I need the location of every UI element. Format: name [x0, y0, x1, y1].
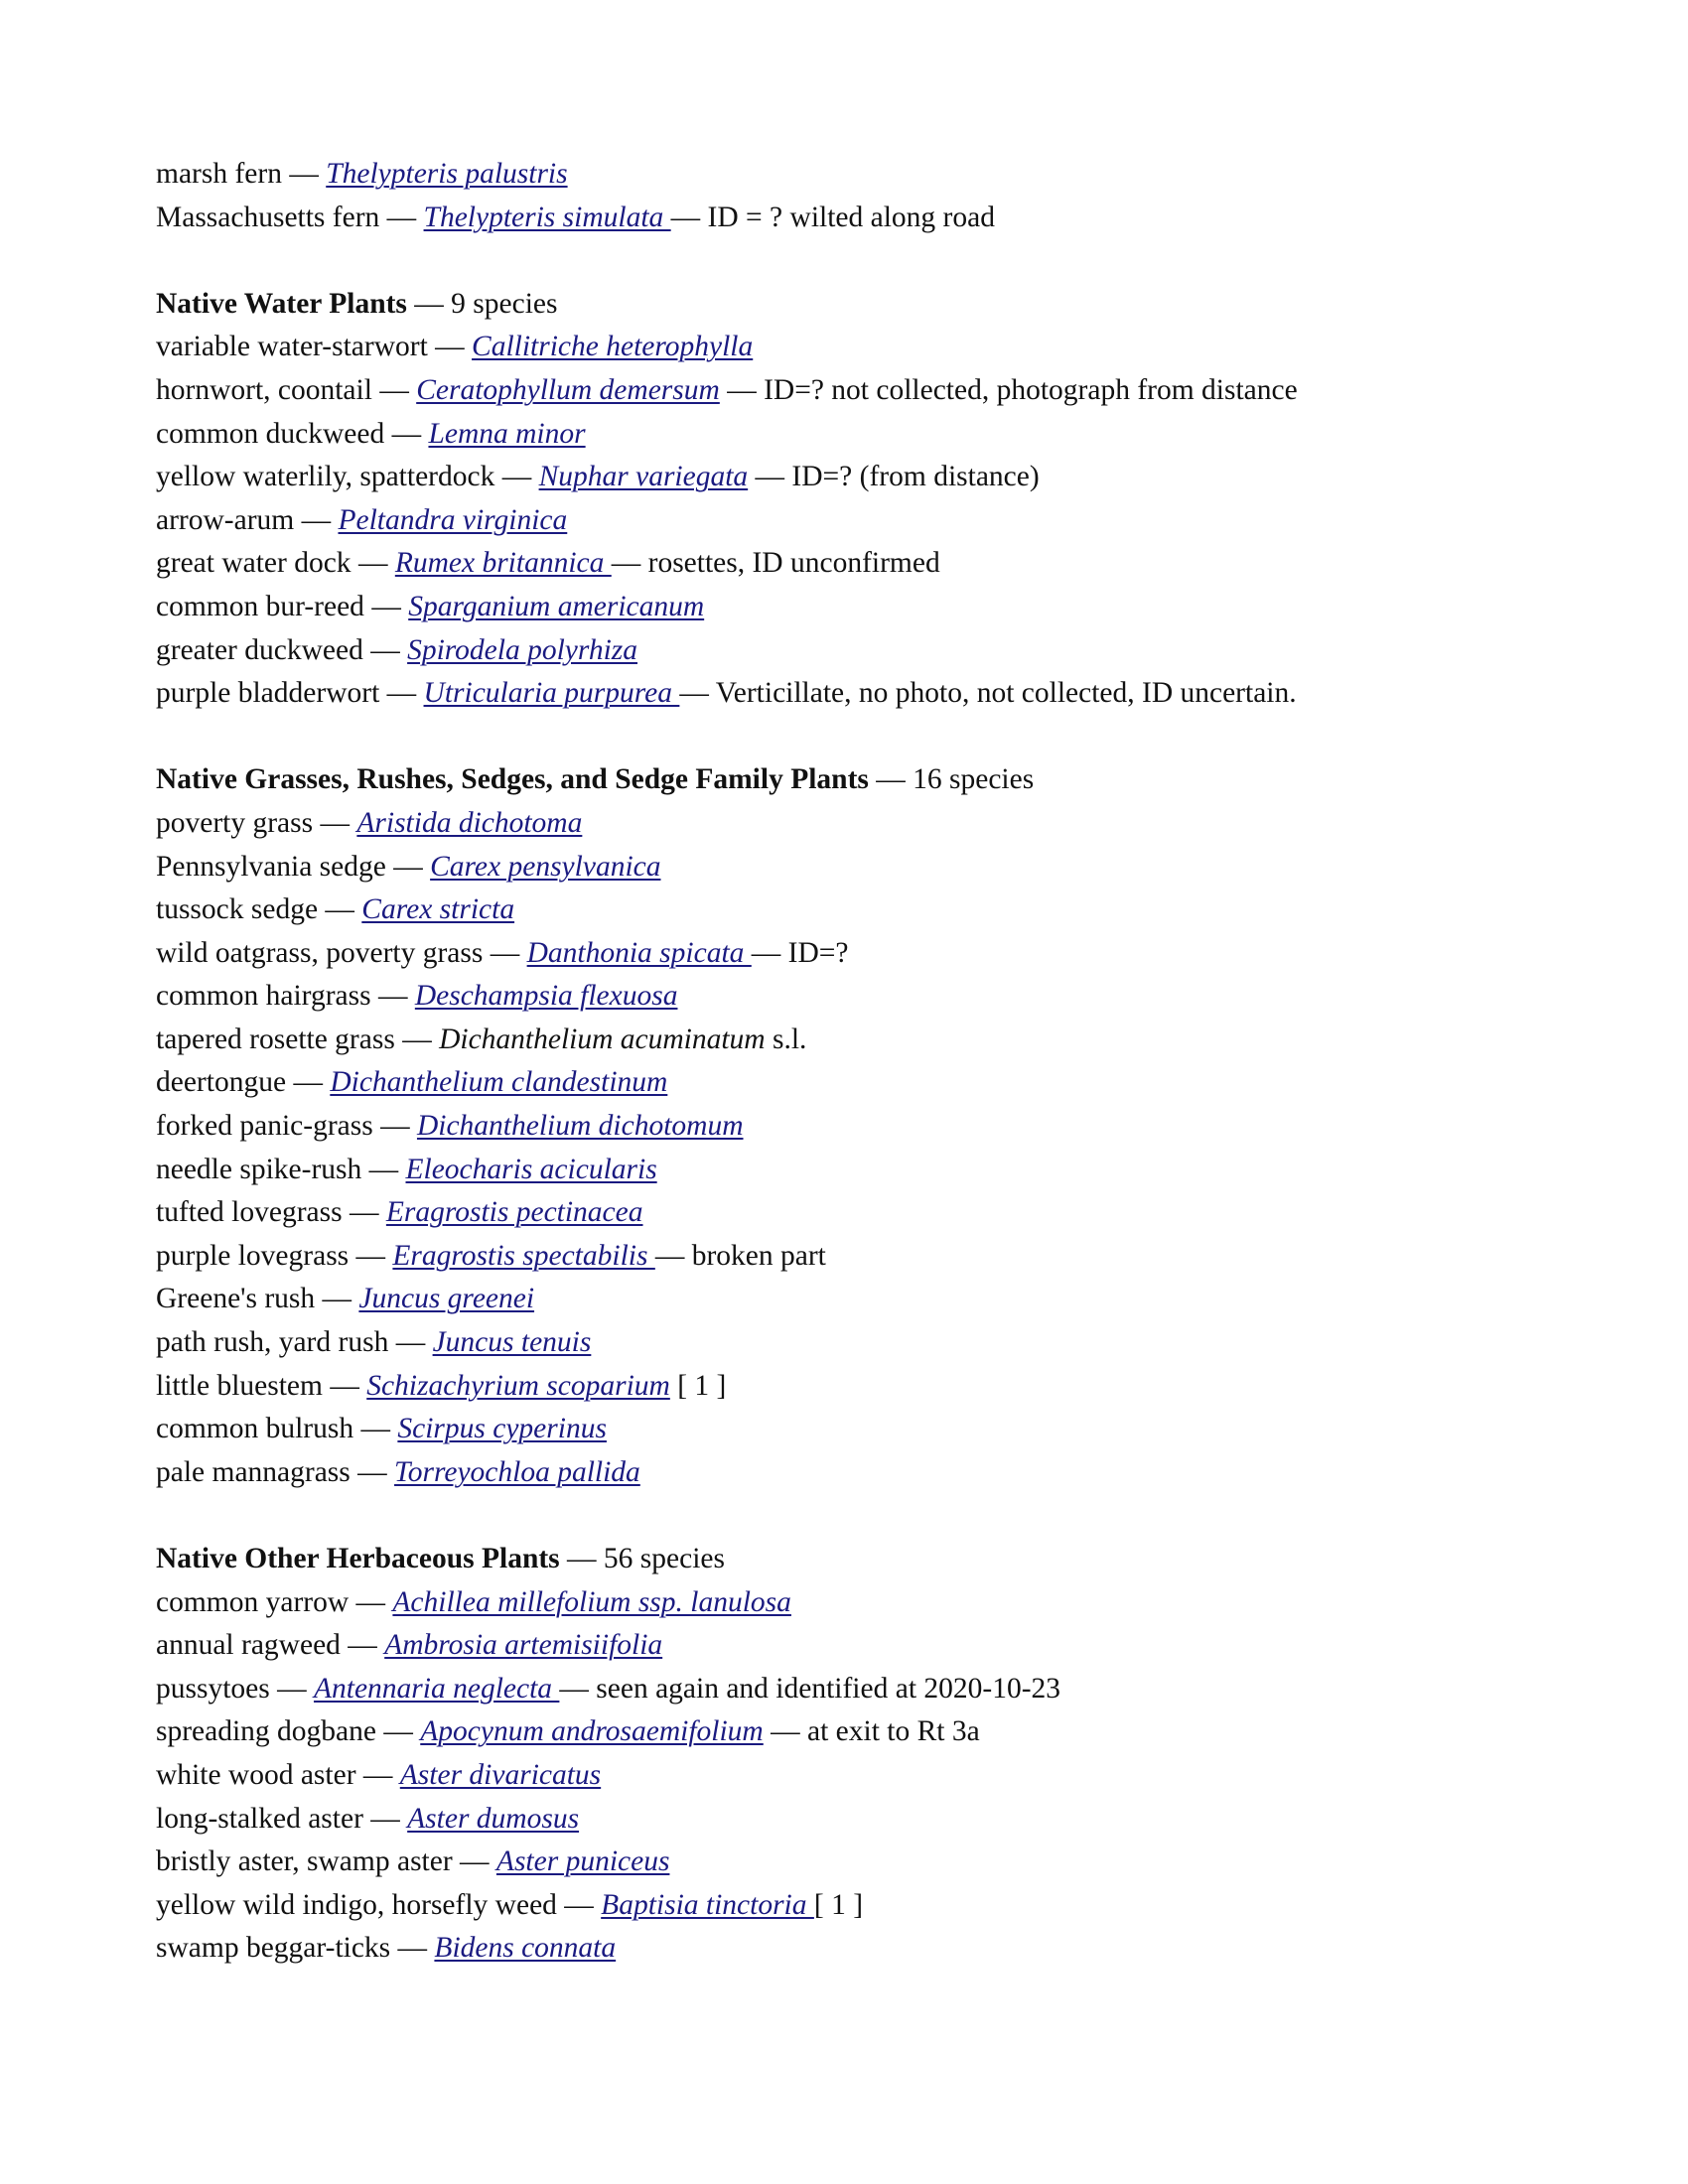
section-heading [156, 758, 1546, 802]
em-dash-separator: — [289, 158, 319, 190]
scientific-name-link[interactable]: Sparganium americanum [408, 590, 705, 622]
em-dash-separator: — [349, 1196, 379, 1229]
species-entry [156, 1061, 1546, 1105]
species-entry [156, 932, 1546, 976]
common-name: path rush, yard rush [156, 1326, 389, 1359]
common-name: tufted lovegrass [156, 1196, 343, 1229]
scientific-name-link[interactable]: Ceratophyllum demersum [416, 373, 720, 406]
species-section [156, 283, 1546, 716]
common-name: common duckweed [156, 417, 385, 450]
em-dash-separator: — [435, 331, 465, 363]
scientific-name-link[interactable]: Eragrostis pectinacea [385, 1196, 643, 1229]
species-entry [156, 1278, 1546, 1321]
em-dash-separator: — [501, 461, 532, 493]
scientific-name-link[interactable]: Danthonia spicata [526, 936, 752, 969]
em-dash-separator: — [355, 1585, 386, 1618]
common-name: common bulrush [156, 1413, 354, 1445]
species-entry [156, 1624, 1546, 1668]
em-dash-separator: — [395, 1326, 426, 1359]
scientific-name-link[interactable]: Eragrostis spectabilis [392, 1239, 655, 1272]
species-entry [156, 326, 1546, 369]
em-dash-separator: — [379, 373, 409, 406]
common-name: annual ragweed [156, 1629, 341, 1662]
species-list-document [156, 153, 1546, 1971]
section-title: Native Grasses, Rushes, Sedges, and Sedge Family Plants [156, 763, 869, 796]
entry-note: — ID=? (from distance) [748, 461, 1040, 493]
scientific-name: Dichanthelium acuminatum [439, 1023, 766, 1055]
species-entry [156, 413, 1546, 457]
species-entry [156, 1019, 1546, 1062]
species-entry [156, 1105, 1546, 1149]
entry-note: — broken part [654, 1239, 826, 1272]
common-name: Pennsylvania sedge [156, 850, 386, 883]
common-name: hornwort, coontail [156, 373, 372, 406]
em-dash-separator: — [357, 547, 388, 580]
scientific-name-link[interactable]: Eleocharis acicularis [405, 1153, 657, 1185]
em-dash-separator: — [301, 503, 332, 536]
entry-note: [ 1 ] [669, 1369, 727, 1402]
entry-note: — ID=? [751, 936, 849, 969]
em-dash-separator: — [402, 1023, 432, 1055]
common-name: greater duckweed [156, 633, 363, 666]
scientific-name-link[interactable]: Callitriche heterophylla [472, 331, 754, 363]
scientific-name-link[interactable]: Aster divaricatus [399, 1758, 602, 1791]
em-dash-separator: — [393, 850, 423, 883]
common-name: great water dock [156, 547, 352, 580]
em-dash-separator: — [330, 1369, 359, 1402]
common-name: marsh fern [156, 158, 282, 190]
species-entry [156, 1451, 1546, 1495]
species-entry [156, 802, 1546, 846]
entry-note: — rosettes, ID unconfirmed [611, 547, 940, 580]
scientific-name-link[interactable]: Dichanthelium clandestinum [330, 1066, 668, 1099]
common-name: swamp beggar-ticks [156, 1932, 391, 1965]
scientific-name-link[interactable]: Nuphar variegata [538, 461, 749, 493]
em-dash-separator: — [355, 1239, 386, 1272]
entry-note: — Verticillate, no photo, not collected, ID uncertain. [679, 677, 1297, 710]
common-name: pussytoes [156, 1672, 270, 1705]
species-entry [156, 586, 1546, 629]
section-heading [156, 283, 1546, 327]
species-entry [156, 1365, 1546, 1409]
common-name: bristly aster, swamp aster [156, 1845, 453, 1878]
common-name: pale mannagrass [156, 1455, 351, 1488]
scientific-name-link[interactable]: Schizachyrium scoparium [366, 1369, 670, 1402]
species-entry [156, 197, 1546, 240]
common-name: variable water-starwort [156, 331, 428, 363]
species-entry [156, 1754, 1546, 1798]
entry-note: — seen again and identified at 2020-10-23 [559, 1672, 1061, 1705]
section-heading [156, 1538, 1546, 1581]
common-name: purple bladderwort [156, 677, 380, 710]
em-dash-separator: — [370, 633, 400, 666]
common-name: yellow waterlily, spatterdock [156, 461, 495, 493]
common-name: common hairgrass [156, 980, 371, 1013]
common-name: arrow-arum [156, 503, 295, 536]
common-name: tussock sedge [156, 893, 319, 926]
common-name: white wood aster [156, 1758, 356, 1791]
species-entry [156, 369, 1546, 413]
em-dash-separator: — [277, 1672, 307, 1705]
scientific-name-link[interactable]: Thelypteris palustris [326, 158, 568, 190]
em-dash-separator: — [380, 1110, 410, 1143]
em-dash-separator: — [370, 1802, 400, 1835]
species-entry [156, 1798, 1546, 1842]
section-spacer [156, 239, 1546, 283]
scientific-name-link[interactable]: Bidens connata [434, 1932, 617, 1965]
em-dash-separator: — [490, 936, 520, 969]
scientific-name-link[interactable]: Aster dumosus [407, 1802, 580, 1835]
species-count: — 9 species [406, 287, 558, 320]
scientific-name-link[interactable]: Aristida dichotoma [356, 806, 583, 839]
species-entry [156, 1668, 1546, 1711]
scientific-name-link[interactable]: Thelypteris simulata [423, 201, 671, 233]
common-name: common yarrow [156, 1585, 350, 1618]
section-spacer [156, 1494, 1546, 1538]
species-entry [156, 1321, 1546, 1365]
em-dash-separator: — [386, 201, 417, 233]
section-title: Native Water Plants [156, 287, 407, 320]
common-name: deertongue [156, 1066, 287, 1099]
common-name: purple lovegrass [156, 1239, 350, 1272]
em-dash-separator: — [377, 980, 408, 1013]
species-entry [156, 499, 1546, 543]
section-spacer [156, 716, 1546, 759]
scientific-name-link[interactable]: Juncus tenuis [432, 1326, 592, 1359]
scientific-name-link[interactable]: Antennaria neglecta [313, 1672, 560, 1705]
em-dash-separator: — [383, 1715, 413, 1748]
species-entry [156, 1710, 1546, 1754]
scientific-name-link[interactable]: Aster puniceus [495, 1845, 670, 1878]
species-count: — 16 species [868, 763, 1035, 796]
species-entry [156, 1884, 1546, 1928]
scientific-name-link[interactable]: Achillea millefolium ssp. lanulosa [392, 1585, 791, 1618]
species-entry [156, 1149, 1546, 1192]
em-dash-separator: — [391, 417, 422, 450]
em-dash-separator: — [397, 1932, 428, 1965]
em-dash-separator: — [564, 1888, 594, 1921]
scientific-name-link[interactable]: Juncus greenei [358, 1283, 535, 1315]
species-entry [156, 1581, 1546, 1625]
entry-note: — ID=? not collected, photograph from distance [719, 373, 1298, 406]
scientific-name-link[interactable]: Dichanthelium dichotomum [416, 1110, 744, 1143]
em-dash-separator: — [322, 1283, 352, 1315]
entry-note: s.l. [765, 1023, 807, 1055]
species-entry [156, 153, 1546, 197]
scientific-name-link[interactable]: Torreyochloa pallida [394, 1455, 640, 1488]
scientific-name-link[interactable]: Deschampsia flexuosa [414, 980, 678, 1013]
scientific-name-link[interactable]: Apocynum androsaemifolium [420, 1715, 764, 1748]
species-entry [156, 1235, 1546, 1279]
common-name: tapered rosette grass [156, 1023, 395, 1055]
species-entry [156, 1408, 1546, 1451]
common-name: common bur-reed [156, 590, 364, 622]
em-dash-separator: — [362, 1758, 393, 1791]
scientific-name-link[interactable]: Utricularia purpurea [423, 677, 680, 710]
species-section [156, 153, 1546, 239]
scientific-name-link[interactable]: Ambrosia artemisiifolia [384, 1629, 663, 1662]
scientific-name-link[interactable]: Carex stricta [361, 893, 515, 926]
species-entry [156, 1191, 1546, 1235]
species-entry [156, 888, 1546, 932]
em-dash-separator: — [371, 590, 401, 622]
common-name: spreading dogbane [156, 1715, 376, 1748]
common-name: yellow wild indigo, horsefly weed [156, 1888, 557, 1921]
em-dash-separator: — [293, 1066, 323, 1099]
common-name: wild oatgrass, poverty grass [156, 936, 484, 969]
em-dash-separator: — [320, 806, 350, 839]
common-name: poverty grass [156, 806, 314, 839]
scientific-name-link[interactable]: Spirodela polyrhiza [407, 633, 638, 666]
common-name: Massachusetts fern [156, 201, 380, 233]
common-name: forked panic-grass [156, 1110, 373, 1143]
entry-note: — at exit to Rt 3a [763, 1715, 980, 1748]
scientific-name-link[interactable]: Rumex britannica [394, 547, 612, 580]
common-name: Greene's rush [156, 1283, 316, 1315]
species-entry [156, 975, 1546, 1019]
em-dash-separator: — [357, 1455, 387, 1488]
species-entry [156, 846, 1546, 889]
common-name: long-stalked aster [156, 1802, 363, 1835]
em-dash-separator: — [460, 1845, 490, 1878]
scientific-name-link[interactable]: Peltandra virginica [338, 503, 568, 536]
section-title: Native Other Herbaceous Plants [156, 1543, 560, 1574]
em-dash-separator: — [368, 1153, 399, 1185]
scientific-name-link[interactable]: Baptisia tinctoria [601, 1888, 814, 1921]
common-name: needle spike-rush [156, 1153, 362, 1185]
em-dash-separator: — [386, 677, 417, 710]
species-entry [156, 1927, 1546, 1971]
species-section [156, 758, 1546, 1494]
scientific-name-link[interactable]: Lemna minor [428, 417, 586, 450]
species-section [156, 1538, 1546, 1971]
entry-note: — ID = ? wilted along road [670, 201, 995, 233]
common-name: little bluestem [156, 1369, 323, 1402]
species-entry [156, 456, 1546, 499]
entry-note: [ 1 ] [813, 1888, 864, 1921]
species-entry [156, 1841, 1546, 1884]
em-dash-separator: — [325, 893, 354, 926]
species-entry [156, 672, 1546, 716]
em-dash-separator: — [360, 1413, 390, 1445]
species-entry [156, 542, 1546, 586]
em-dash-separator: — [348, 1629, 377, 1662]
species-entry [156, 629, 1546, 673]
scientific-name-link[interactable]: Scirpus cyperinus [397, 1413, 607, 1445]
species-count: — 56 species [559, 1543, 725, 1574]
scientific-name-link[interactable]: Carex pensylvanica [430, 850, 661, 883]
